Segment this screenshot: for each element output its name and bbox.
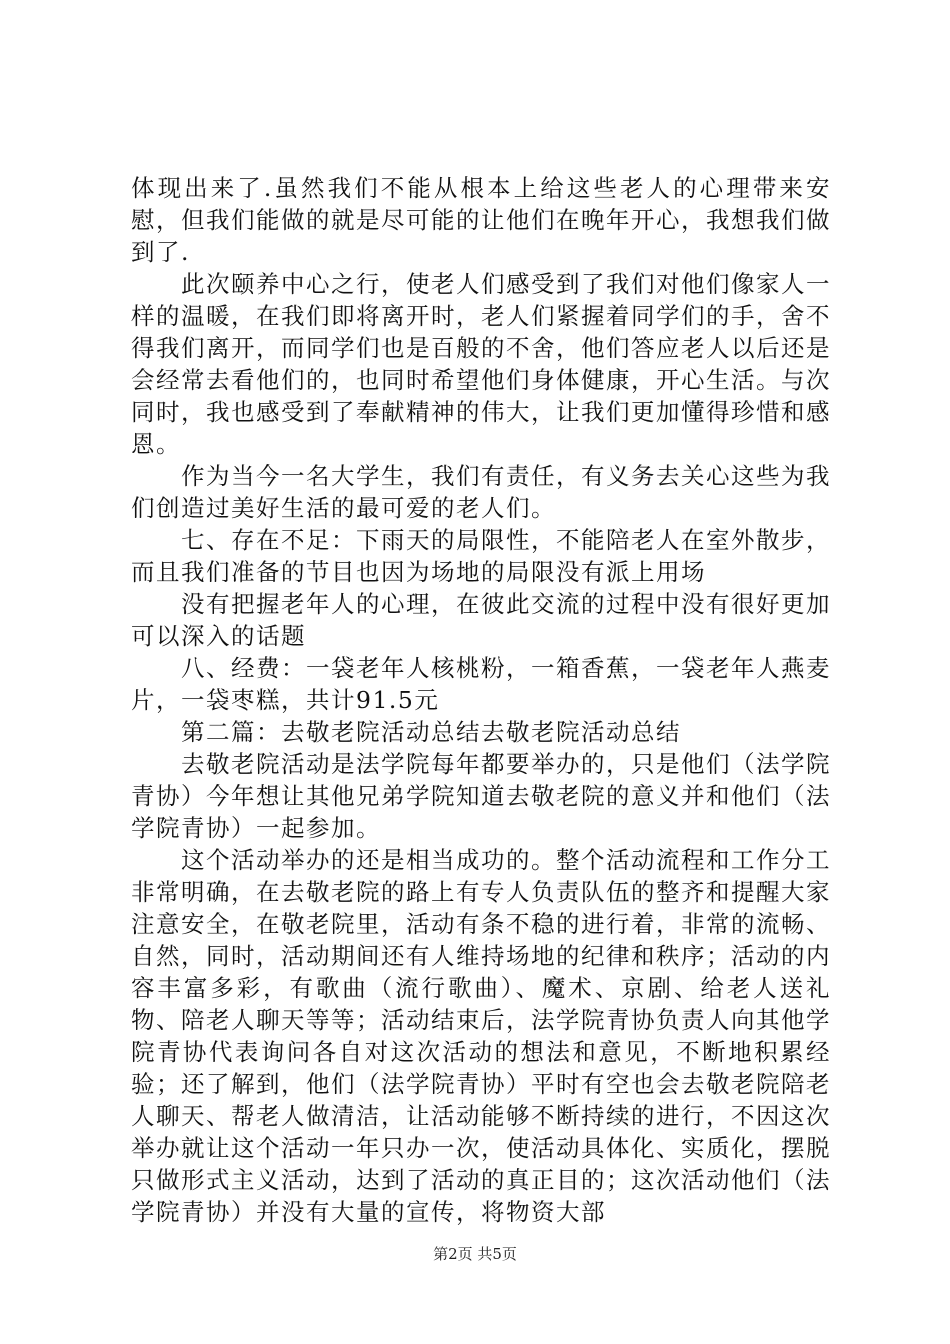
paragraph-4: 七、存在不足：下雨天的局限性，不能陪老人在室外散步，而且我们准备的节目也因为场地的局限没有派上用场 xyxy=(131,526,831,586)
document-body xyxy=(131,172,831,1228)
paragraph-6: 八、经费：一袋老年人核桃粉，一箱香蕉，一袋老年人燕麦片，一袋枣糕，共计91.5元 xyxy=(131,654,831,714)
section-heading: 第二篇：去敬老院活动总结去敬老院活动总结 xyxy=(181,718,681,746)
paragraph-5: 没有把握老年人的心理，在彼此交流的过程中没有很好更加可以深入的话题 xyxy=(131,590,831,650)
paragraph-8: 这个活动举办的还是相当成功的。整个活动流程和工作分工非常明确，在去敬老院的路上有专人负责队伍的整齐和提醒大家注意安全，在敬老院里，活动有条不稳的进行着，非常的流畅、自然，同时，活动期间还有人维持场地的纪律和秩序；活动的内容丰富多彩，有歌曲（流行歌曲）、魔术、京剧、给老人送礼物、陪老人聊天等等；活动结束后，法学院青协负责人向其他学院青协代表询问各自对这次活动的想法和意见，不断地积累经验；还了解到，他们（法学院青协）平时有空也会去敬老院陪老人聊天、帮老人做清洁，让活动能够不断持续的进行，不因这次举办就让这个活动一年只办一次，使活动具体化、实质化，摆脱只做形式主义活动，达到了活动的真正目的；这次活动他们（法学院青协）并没有大量的宣传，将物资大部 xyxy=(131,846,831,1226)
paragraph-2: 此次颐养中心之行，使老人们感受到了我们对他们像家人一样的温暖，在我们即将离开时，老人们紧握着同学们的手，舍不得我们离开，而同学们也是百般的不舍，他们答应老人以后还是会经常去看他们的，也同时希望他们身体健康，开心生活。与次同时，我也感受到了奉献精神的伟大，让我们更加懂得珍惜和感恩。 xyxy=(131,270,831,458)
paragraph-1: 体现出来了.虽然我们不能从根本上给这些老人的心理带来安慰，但我们能做的就是尽可能的让他们在晚年开心，我想我们做到了. xyxy=(131,174,831,266)
paragraph-7: 去敬老院活动是法学院每年都要举办的，只是他们（法学院青协）今年想让其他兄弟学院知道去敬老院的意义并和他们（法学院青协）一起参加。 xyxy=(131,750,831,842)
paragraph-3: 作为当今一名大学生，我们有责任，有义务去关心这些为我们创造过美好生活的最可爱的老人们。 xyxy=(131,462,831,522)
page-number-footer: 第2页 共5页 xyxy=(433,1245,517,1263)
